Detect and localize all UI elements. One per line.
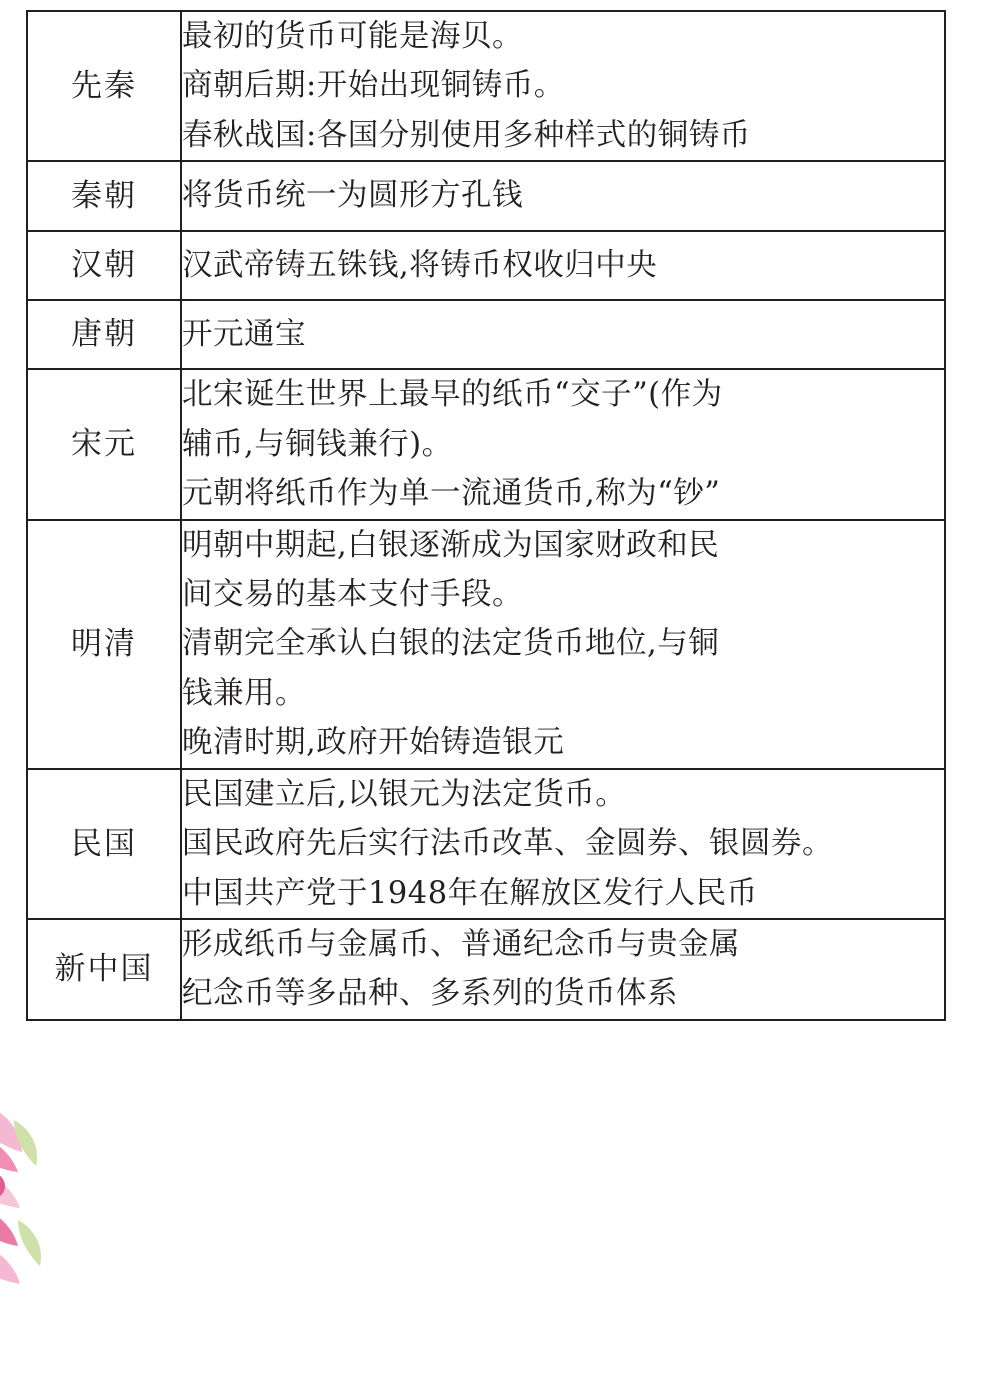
table-row <box>27 300 945 369</box>
currency-history-table <box>26 10 946 1021</box>
era-cell: 宋元 <box>27 369 181 519</box>
era-cell: 先秦 <box>27 11 181 161</box>
description-line: 明朝中期起,白银逐渐成为国家财政和民 <box>182 527 720 563</box>
description-line: 将货币统一为圆形方孔钱 <box>182 178 523 214</box>
description-cell <box>181 369 945 519</box>
table-row <box>27 11 945 161</box>
description-line: 春秋战国:各国分别使用多种样式的铜铸币 <box>182 117 751 153</box>
table-row <box>27 231 945 300</box>
table-body <box>27 11 945 1020</box>
era-cell: 明清 <box>27 520 181 769</box>
description-line: 晚清时期,政府开始铸造银元 <box>182 725 565 761</box>
description-line: 元朝将纸币作为单一流通货币,称为“钞” <box>182 476 721 512</box>
description-line: 民国建立后,以银元为法定货币。 <box>182 776 627 812</box>
description-line: 纪念币等多品种、多系列的货币体系 <box>182 976 678 1012</box>
description-line: 清朝完全承认白银的法定货币地位,与铜 <box>182 626 720 662</box>
table-row <box>27 919 945 1020</box>
table-row <box>27 520 945 769</box>
table-row <box>27 769 945 919</box>
description-line: 汉武帝铸五铢钱,将铸币权收归中央 <box>182 247 658 283</box>
era-cell: 汉朝 <box>27 231 181 300</box>
table-row <box>27 369 945 519</box>
description-line: 形成纸币与金属币、普通纪念币与贵金属 <box>182 926 740 962</box>
description-line: 商朝后期:开始出现铜铸币。 <box>182 68 565 104</box>
description-line: 北宋诞生世界上最早的纸币“交子”(作为 <box>182 377 723 413</box>
floral-petals <box>0 1100 41 1284</box>
description-line: 辅币,与铜钱兼行)。 <box>182 426 453 462</box>
era-cell: 新中国 <box>27 919 181 1020</box>
description-line: 中国共产党于1948年在解放区发行人民币 <box>182 875 758 911</box>
table-row <box>27 161 945 230</box>
description-line: 开元通宝 <box>182 317 306 353</box>
era-cell: 民国 <box>27 769 181 919</box>
description-cell <box>181 769 945 919</box>
description-cell <box>181 919 945 1020</box>
description-cell <box>181 161 945 230</box>
era-cell: 秦朝 <box>27 161 181 230</box>
description-line: 间交易的基本支付手段。 <box>182 577 523 613</box>
floral-corner-ornament <box>0 1090 82 1300</box>
era-cell: 唐朝 <box>27 300 181 369</box>
description-line: 钱兼用。 <box>182 675 306 711</box>
description-cell <box>181 520 945 769</box>
description-cell <box>181 11 945 161</box>
description-cell <box>181 231 945 300</box>
description-cell <box>181 300 945 369</box>
description-line: 最初的货币可能是海贝。 <box>182 19 523 54</box>
currency-history-table-container <box>26 10 946 1021</box>
description-line: 国民政府先后实行法币改革、金圆券、银圆券。 <box>182 826 833 862</box>
